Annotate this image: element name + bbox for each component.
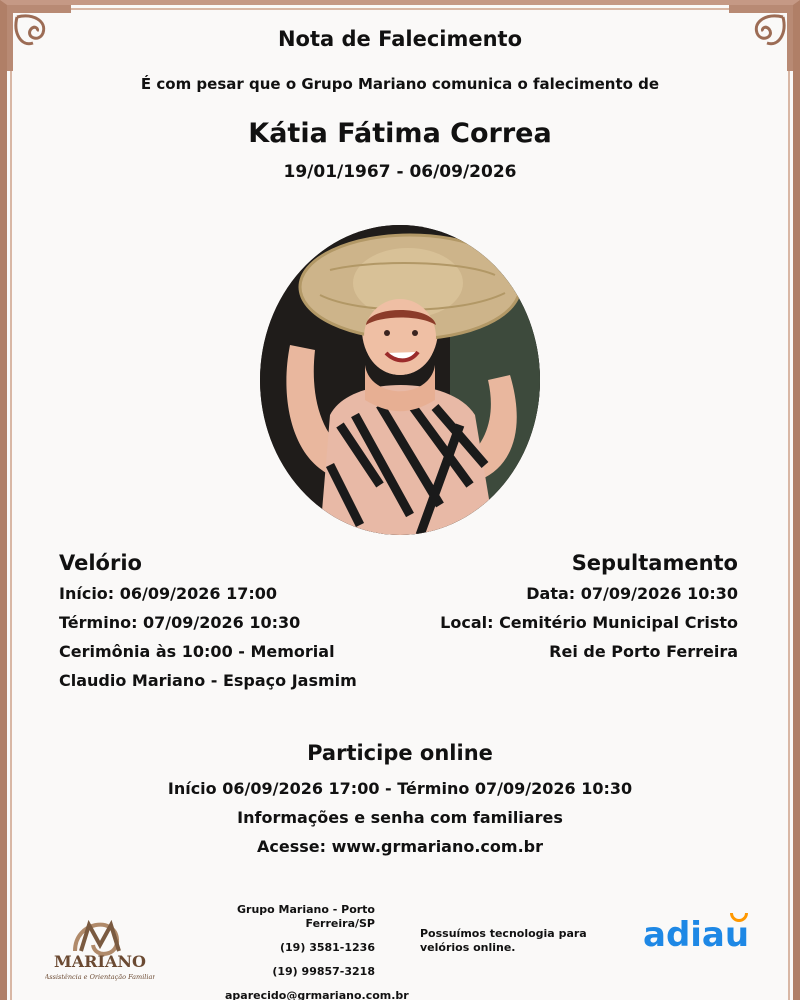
online-heading: Participe online (307, 741, 493, 765)
deceased-photo (260, 225, 540, 535)
logo-tagline: Assistência e Orientação Familiar (45, 973, 155, 981)
footer (7, 897, 793, 1000)
online-section (7, 741, 793, 861)
mariano-logo-icon (45, 911, 155, 983)
sepultamento-section (378, 551, 738, 666)
company-contacts (225, 903, 409, 1000)
email-link[interactable]: aparecido@grmariano.com.br (225, 989, 409, 1000)
sepultamento-place-line-1: Local: Cemitério Municipal Cristo (440, 613, 738, 632)
online-tech-note (420, 927, 610, 955)
life-dates: 19/01/1967 - 06/09/2026 (283, 162, 517, 182)
company-name-line-2: Ferreira/SP (305, 917, 375, 930)
company-name-line-1: Grupo Mariano - Porto (236, 903, 375, 916)
adiau-logo (643, 915, 749, 955)
phone-1[interactable]: (19) 3581-1236 (280, 941, 375, 954)
velorio-ceremony-line-2: Claudio Mariano - Espaço Jasmim (59, 671, 357, 690)
adiau-wordmark: adia (643, 915, 725, 955)
velorio-start: Início: 06/09/2026 17:00 (59, 584, 278, 603)
sepultamento-heading: Sepultamento (571, 551, 738, 575)
deceased-name: Kátia Fátima Correa (248, 118, 552, 149)
tech-note-line-2: velórios online. (420, 941, 516, 954)
sepultamento-place-line-2: Rei de Porto Ferreira (549, 642, 738, 661)
velorio-heading: Velório (59, 551, 142, 575)
notice-intro: É com pesar que o Grupo Mariano comunica o falecimento de (140, 75, 660, 93)
phone-2[interactable]: (19) 99857-3218 (272, 965, 375, 978)
logo-wordmark: MARIANO (54, 952, 146, 971)
notice-title: Nota de Falecimento (277, 27, 523, 51)
velorio-ceremony-line-1: Cerimônia às 10:00 - Memorial (59, 642, 335, 661)
tech-note-line-1: Possuímos tecnologia para (420, 927, 587, 940)
velorio-section (59, 551, 419, 695)
online-access-link[interactable]: Acesse: www.grmariano.com.br (257, 837, 543, 856)
sepultamento-date: Data: 07/09/2026 10:30 (526, 584, 738, 603)
online-info: Informações e senha com familiares (237, 808, 563, 827)
velorio-end: Término: 07/09/2026 10:30 (59, 613, 301, 632)
adiau-wordmark-u: u (724, 915, 750, 955)
online-schedule: Início 06/09/2026 17:00 - Término 07/09/2026 10:30 (167, 779, 633, 798)
